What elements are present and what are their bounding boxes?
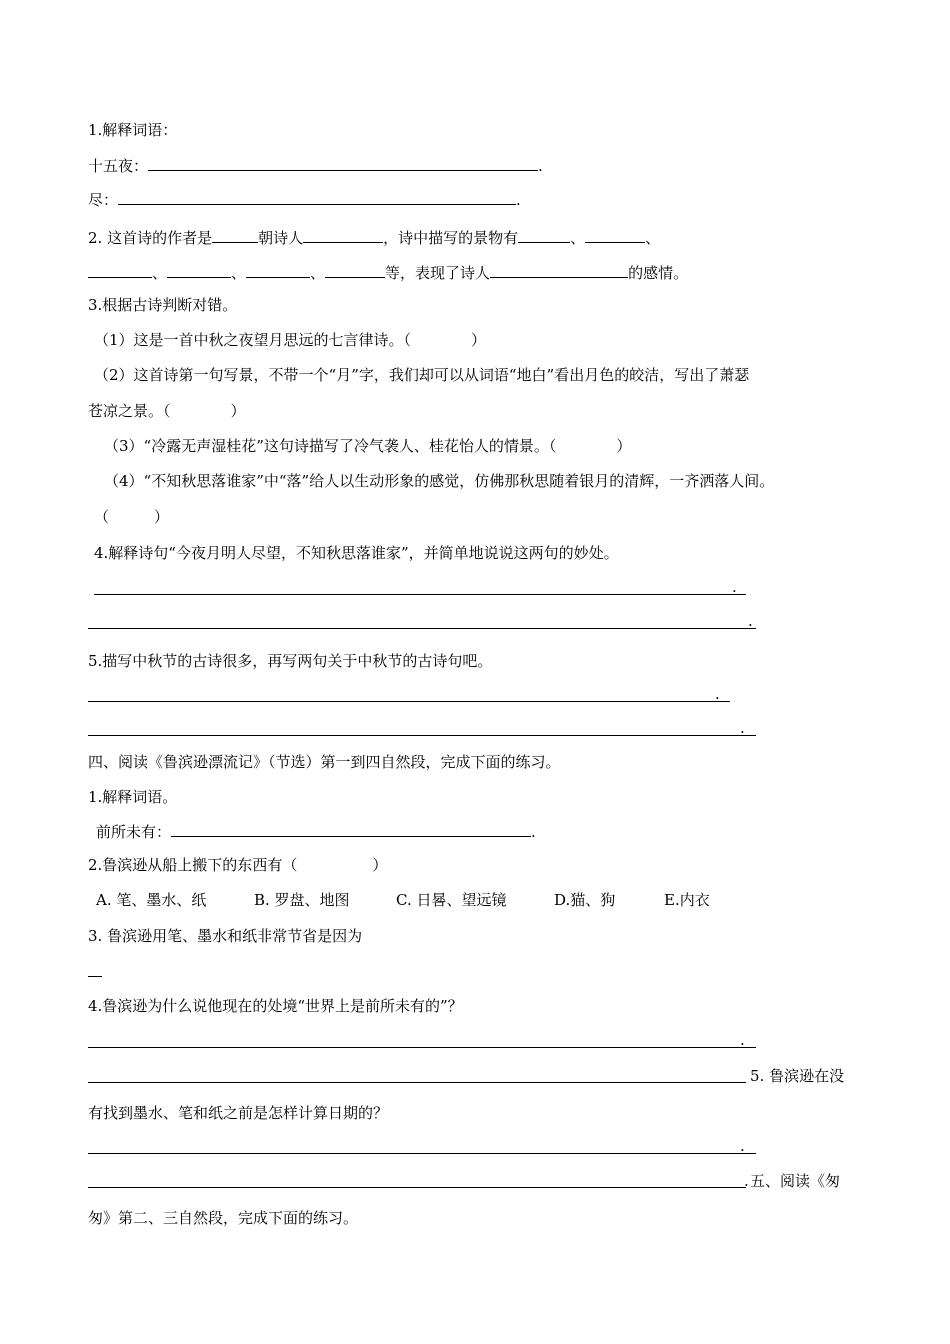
question-text: 2. 这首诗的作者是 [88,229,213,247]
answer-line[interactable] [88,976,102,977]
answer-line[interactable] [94,594,746,595]
answer-line[interactable] [88,701,730,702]
judge-item-1: （1）这是一首中秋之夜望月思远的七言律诗。（ ） [94,331,487,349]
answer-blank[interactable] [585,227,645,243]
option-a[interactable]: A. 笔、墨水、纸 [96,891,207,909]
separator: 、 [570,229,586,247]
question-text: 朝诗人 [258,229,304,247]
judge-item-4-line2: （ ） [94,508,170,526]
sec4-question-4: 4.鲁滨逊为什么说他现在的处境“世界上是前所未有的”？ [88,997,463,1015]
separator: 、 [231,264,247,282]
answer-blank[interactable] [212,227,258,243]
term-row-qiansuoweiyou [96,821,536,842]
question-3-title: 3.根据古诗判断对错。 [88,296,238,314]
option-b[interactable]: B. 罗盘、地图 [254,891,350,909]
separator: 、 [152,264,168,282]
period: . [715,685,720,703]
term-label: 十五夜： [88,157,149,175]
answer-blank[interactable] [518,227,570,243]
answer-blank[interactable] [118,189,516,205]
question-1-title: 1.解释词语： [88,121,178,139]
answer-line[interactable] [88,735,756,736]
question-text: 等，表现了诗人 [385,264,491,282]
answer-line[interactable] [88,628,756,629]
option-d[interactable]: D.猫、狗 [554,891,616,909]
answer-blank[interactable] [148,155,538,171]
section-5-heading-line2: 匆》第二、三自然段，完成下面的练习。 [88,1209,359,1227]
judge-item-2-line2: 苍凉之景。（ ） [88,402,246,420]
answer-blank[interactable] [325,262,385,278]
term-row-shiwuye [88,155,543,176]
option-c[interactable]: C. 日晷、望远镜 [396,891,507,909]
answer-blank[interactable] [88,262,152,278]
section-4-heading: 四、阅读《鲁滨逊漂流记》（节选）第一到四自然段，完成下面的练习。 [88,753,561,771]
period: . [516,191,521,209]
question-4: 4.解释诗句“今夜月明人尽望，不知秋思落谁家”，并简单地说说这两句的妙处。 [94,544,619,562]
sec4-question-1: 1.解释词语。 [88,788,178,806]
answer-blank[interactable] [167,262,231,278]
term-row-jin [88,189,521,210]
answer-line[interactable] [88,1047,756,1048]
answer-line[interactable] [88,1153,756,1154]
answer-blank[interactable] [490,262,628,278]
section-5-heading-line1: 五、阅读《匆 [750,1172,841,1190]
term-label: 前所未有： [96,823,172,841]
sec4-question-2: 2.鲁滨逊从船上搬下的东西有（ ） [88,856,388,874]
answer-line[interactable] [88,1187,746,1188]
question-2-line1 [88,227,660,248]
judge-item-2-line1: （2）这首诗第一句写景，不带一个“月”字，我们却可以从词语“地白”看出月色的皎洁，写出了萧瑟 [94,366,750,384]
answer-blank[interactable] [171,821,531,837]
period: . [740,1031,745,1049]
answer-line[interactable] [88,1082,746,1083]
judge-item-4-line1: （4）“不知秋思落谁家”中“落”给人以生动形象的感觉，仿佛那秋思随着银月的清辉，一齐洒落人间。 [104,472,775,490]
answer-blank[interactable] [246,262,310,278]
period: . [740,719,745,737]
period: . [748,612,753,630]
question-2-line2 [88,262,688,283]
period: . [732,578,737,596]
answer-blank[interactable] [303,227,383,243]
sec4-question-5-line2: 有找到墨水、笔和纸之前是怎样计算日期的？ [88,1104,389,1122]
separator: 、 [645,229,661,247]
separator: 、 [310,264,326,282]
option-e[interactable]: E.内衣 [664,891,710,909]
judge-item-3: （3）“冷露无声湿桂花”这句诗描写了冷气袭人、桂花怡人的情景。（ ） [104,437,632,455]
sec4-question-5-line1: 5. 鲁滨逊在没 [750,1067,845,1085]
question-text: 的感情。 [628,264,689,282]
period: . [740,1137,745,1155]
sec4-question-3: 3. 鲁滨逊用笔、墨水和纸非常节省是因为 [88,927,363,945]
question-5: 5.描写中秋节的古诗很多，再写两句关于中秋节的古诗句吧。 [88,652,493,670]
period: . [531,823,536,841]
period: . [538,157,543,175]
period: . [744,1172,749,1190]
term-label: 尽： [88,191,119,209]
question-text: ，诗中描写的景物有 [383,229,519,247]
